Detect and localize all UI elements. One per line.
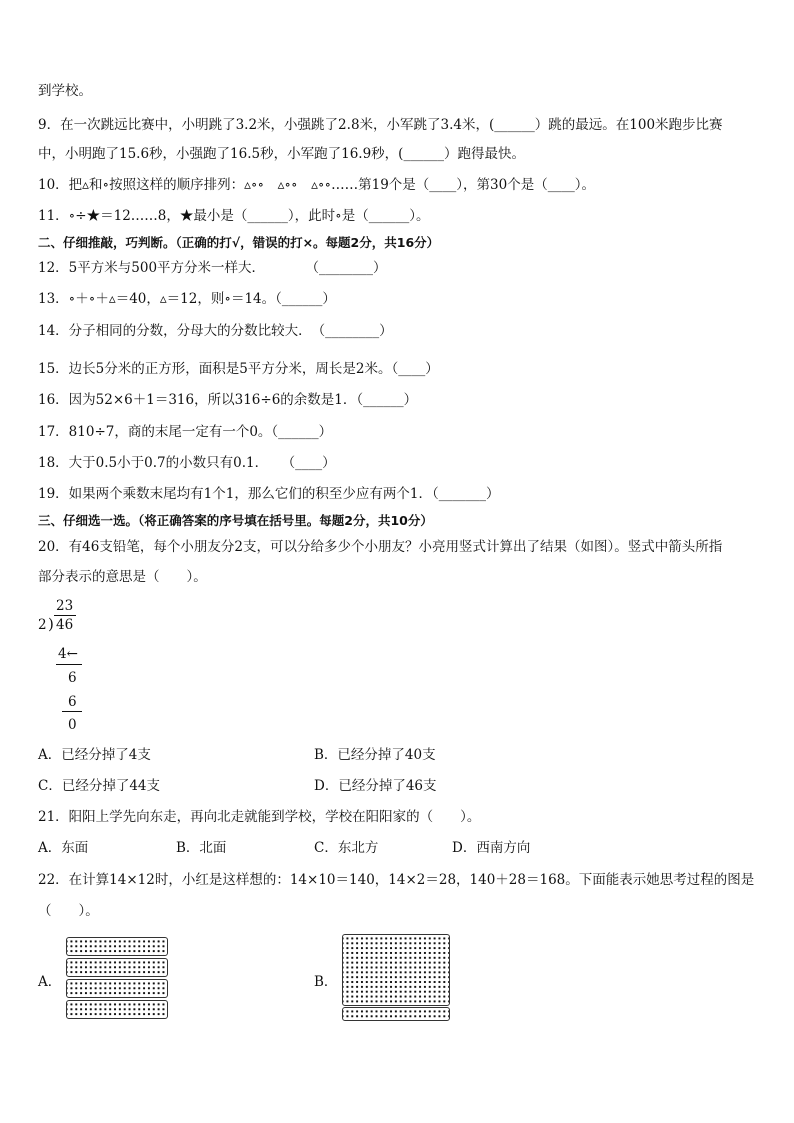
- dot-strip: [66, 979, 168, 998]
- question-15: 15．边长5分米的正方形，面积是5平方分米，周长是2米。（____）: [38, 361, 439, 377]
- question-9-line-2: 中，小明跑了15.6秒，小强跑了16.5秒，小军跑了16.9秒，(______）跑得最快。: [38, 146, 525, 162]
- dot-strip: [66, 1000, 168, 1019]
- q20-option-b: B．已经分掉了40支: [314, 747, 436, 763]
- question-9-line-1: 9．在一次跳远比赛中，小明跳了3.2米，小强跳了2.8米，小军跳了3.4米，(______）跳的最远。在100米跑步比赛: [38, 117, 723, 133]
- division-quotient: 23: [56, 598, 74, 614]
- dot-strip: [342, 1007, 450, 1021]
- dot-grid: [342, 934, 450, 1006]
- q21-option-a: A．东面: [38, 840, 89, 856]
- question-16: 16．因为52×6＋1＝316，所以316÷6的余数是1．（______）: [38, 392, 418, 408]
- q20-option-d: D．已经分掉了46支: [314, 778, 437, 794]
- division-step-2: 6: [68, 694, 77, 710]
- division-bar: [54, 615, 76, 616]
- q21-option-c: C．东北方: [314, 840, 379, 856]
- division-remainder-1: 6: [68, 670, 77, 686]
- division-bracket: ): [48, 615, 54, 633]
- q22-option-a-label: A．: [38, 974, 62, 990]
- division-line-2: [62, 711, 82, 712]
- question-20-line-1: 20．有46支铅笔，每个小朋友分2支，可以分给多少个小朋友？小亮用竖式计算出了结果（如图）。竖式中箭头所指: [38, 539, 723, 555]
- q21-option-d: D．西南方向: [452, 840, 531, 856]
- division-step-1: 4←: [58, 646, 78, 662]
- dot-strip: [66, 958, 168, 977]
- long-division-figure: [36, 598, 96, 734]
- question-12: 12．5平方米与500平方分米一样大． （________）: [38, 260, 387, 276]
- question-20-line-2: 部分表示的意思是（ ）。: [38, 569, 207, 585]
- division-dividend: 46: [56, 617, 74, 633]
- q21-option-b: B．北面: [176, 840, 227, 856]
- q20-option-c: C．已经分掉了44支: [38, 778, 161, 794]
- question-17: 17．810÷7，商的末尾一定有一个0。（______）: [38, 424, 333, 440]
- question-14: 14．分子相同的分数，分母大的分数比较大． （________）: [38, 323, 393, 339]
- question-8-continuation: 到学校。: [38, 83, 92, 99]
- q20-option-a: A．已经分掉了4支: [38, 747, 151, 763]
- q22-option-b-label: B．: [314, 974, 338, 990]
- division-line-1: [56, 664, 82, 665]
- question-22-line-2: （ ）。: [38, 903, 99, 919]
- question-10: 10．把▵和∘按照这样的顺序排列：▵∘∘ ▵∘∘ ▵∘∘……第19个是（____），第30个是（____）。: [38, 177, 595, 193]
- division-remainder-2: 0: [68, 717, 77, 733]
- section-3-heading: 三、仔细选一选。（将正确答案的序号填在括号里。每题2分，共10分）: [38, 513, 433, 528]
- question-22-line-1: 22．在计算14×12时，小红是这样想的：14×10＝140，14×2＝28，140＋28＝168。下面能表示她思考过程的图是: [38, 872, 755, 888]
- question-19: 19．如果两个乘数末尾均有1个1，那么它们的积至少应有两个1．（_______）: [38, 486, 500, 502]
- dot-strip: [66, 937, 168, 956]
- division-divisor: 2: [38, 617, 47, 633]
- question-11: 11．∘÷★＝12……8，★最小是（______），此时∘是（______）。: [38, 208, 430, 224]
- question-21: 21．阳阳上学先向东走，再向北走就能到学校，学校在阳阳家的（ ）。: [38, 809, 481, 825]
- section-2-heading: 二、仔细推敲，巧判断。（正确的打√，错误的打×。每题2分，共16分）: [38, 235, 440, 250]
- question-13: 13．∘＋∘＋▵＝40，▵＝12，则∘＝14。（______）: [38, 291, 336, 307]
- question-18: 18．大于0.5小于0.7的小数只有0.1． （____）: [38, 455, 336, 471]
